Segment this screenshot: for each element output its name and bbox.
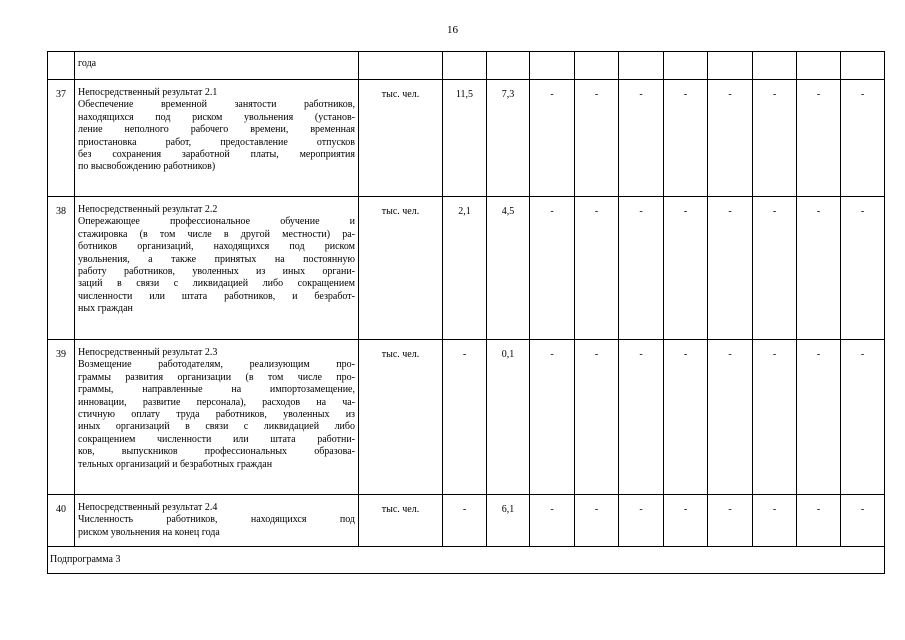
value-cell: -: [530, 80, 575, 197]
description-line: граммы, направленные на импортозамещение,: [78, 384, 355, 396]
result-description: [75, 495, 359, 547]
value-cell: -: [664, 340, 708, 495]
description-line: заций в связи с ликвидацией либо сокращением: [78, 278, 355, 290]
value-cell: 7,3: [487, 80, 530, 197]
description-line: сокращением численности или штата работни-: [78, 433, 355, 445]
value-cell: -: [530, 197, 575, 340]
result-description: [75, 80, 359, 197]
row-number: 38: [48, 197, 75, 340]
value-cell: -: [708, 495, 753, 547]
continuation-text: года: [75, 52, 359, 80]
value-cell: 2,1: [443, 197, 487, 340]
row-number: 40: [48, 495, 75, 547]
description-line: без сохранения заработной платы, мероприятия: [78, 149, 355, 161]
subprogram-row: [48, 547, 885, 574]
value-cell: 4,5: [487, 197, 530, 340]
row-number: 39: [48, 340, 75, 495]
result-title: Непосредственный результат 2.2: [78, 204, 218, 215]
value-cell: -: [619, 197, 664, 340]
value-cell: -: [664, 80, 708, 197]
unit-cell: тыс. чел.: [359, 495, 443, 547]
description-line: Возмещение работодателям, реализующим про-: [78, 359, 355, 371]
value-cell: -: [575, 340, 619, 495]
description-line: Численность работников, находящихся под: [78, 514, 355, 526]
value-cell: -: [619, 80, 664, 197]
value-cell: -: [753, 340, 797, 495]
description-line: ных граждан: [78, 303, 133, 315]
result-description: [75, 340, 359, 495]
value-cell: -: [841, 340, 885, 495]
value-cell: -: [575, 197, 619, 340]
result-title: Непосредственный результат 2.4: [78, 502, 218, 513]
value-cell: -: [797, 340, 841, 495]
value-cell: 11,5: [443, 80, 487, 197]
num-cell: [48, 52, 75, 80]
table-row: [48, 495, 885, 547]
description-line: граммы развития организации (в том числе про-: [78, 371, 355, 383]
description-line: тельных организаций и безработных граждан: [78, 458, 273, 470]
value-cell: 0,1: [487, 340, 530, 495]
description-line: иных организаций в связи с ликвидацией либо: [78, 421, 355, 433]
results-table: [47, 51, 885, 574]
value-cell: 6,1: [487, 495, 530, 547]
description-line: численности или штата работников, и безработ-: [78, 290, 355, 302]
table-row: [48, 340, 885, 495]
value-cell: -: [619, 495, 664, 547]
value-cell: -: [797, 495, 841, 547]
value-cell: -: [841, 197, 885, 340]
continuation-row: [48, 52, 885, 80]
description-line: ление неполного рабочего времени, временная: [78, 124, 355, 136]
table-row: [48, 197, 885, 340]
unit-cell: тыс. чел.: [359, 340, 443, 495]
subprogram-title: Подпрограмма 3: [48, 547, 885, 574]
value-cell: -: [753, 197, 797, 340]
description-line: ботников организаций, находящихся под риском: [78, 241, 355, 253]
description-line: инновации, развитие персонала), расходов на ча-: [78, 396, 355, 408]
value-cell: -: [841, 80, 885, 197]
value-cell: -: [575, 495, 619, 547]
description-line: стичную оплату труда работников, уволенных из: [78, 409, 355, 421]
value-cell: -: [530, 495, 575, 547]
result-title: Непосредственный результат 2.1: [78, 87, 218, 98]
description-line: приостановка работ, предоставление отпусков: [78, 136, 355, 148]
description-line: Обеспечение временной занятости работников,: [78, 99, 355, 111]
value-cell: -: [664, 495, 708, 547]
value-cell: -: [708, 197, 753, 340]
value-cell: -: [443, 495, 487, 547]
page-number: 16: [447, 24, 458, 36]
value-cell: -: [797, 80, 841, 197]
value-cell: -: [575, 80, 619, 197]
value-cell: -: [753, 495, 797, 547]
value-cell: -: [708, 80, 753, 197]
value-cell: -: [619, 340, 664, 495]
description-line: находящихся под риском увольнения (установ-: [78, 111, 355, 123]
description-line: ков, выпускников профессиональных образова-: [78, 446, 355, 458]
description-line: по высвобождению работников): [78, 161, 216, 173]
table-row: [48, 80, 885, 197]
value-cell: -: [708, 340, 753, 495]
value-cell: -: [664, 197, 708, 340]
result-description: [75, 197, 359, 340]
value-cell: -: [841, 495, 885, 547]
description-line: работу работников, уволенных из иных органи-: [78, 266, 355, 278]
value-cell: -: [797, 197, 841, 340]
unit-cell: [359, 52, 443, 80]
description-line: стажировка (в том числе в другой местности) ра-: [78, 228, 355, 240]
description-line: Опережающее профессиональное обучение и: [78, 216, 355, 228]
unit-cell: тыс. чел.: [359, 80, 443, 197]
unit-cell: тыс. чел.: [359, 197, 443, 340]
description-line: увольнения, а также принятых на постоянную: [78, 253, 355, 265]
value-cell: -: [753, 80, 797, 197]
value-cell: -: [530, 340, 575, 495]
description-line: риском увольнения на конец года: [78, 526, 220, 538]
value-cell: -: [443, 340, 487, 495]
row-number: 37: [48, 80, 75, 197]
result-title: Непосредственный результат 2.3: [78, 347, 218, 358]
